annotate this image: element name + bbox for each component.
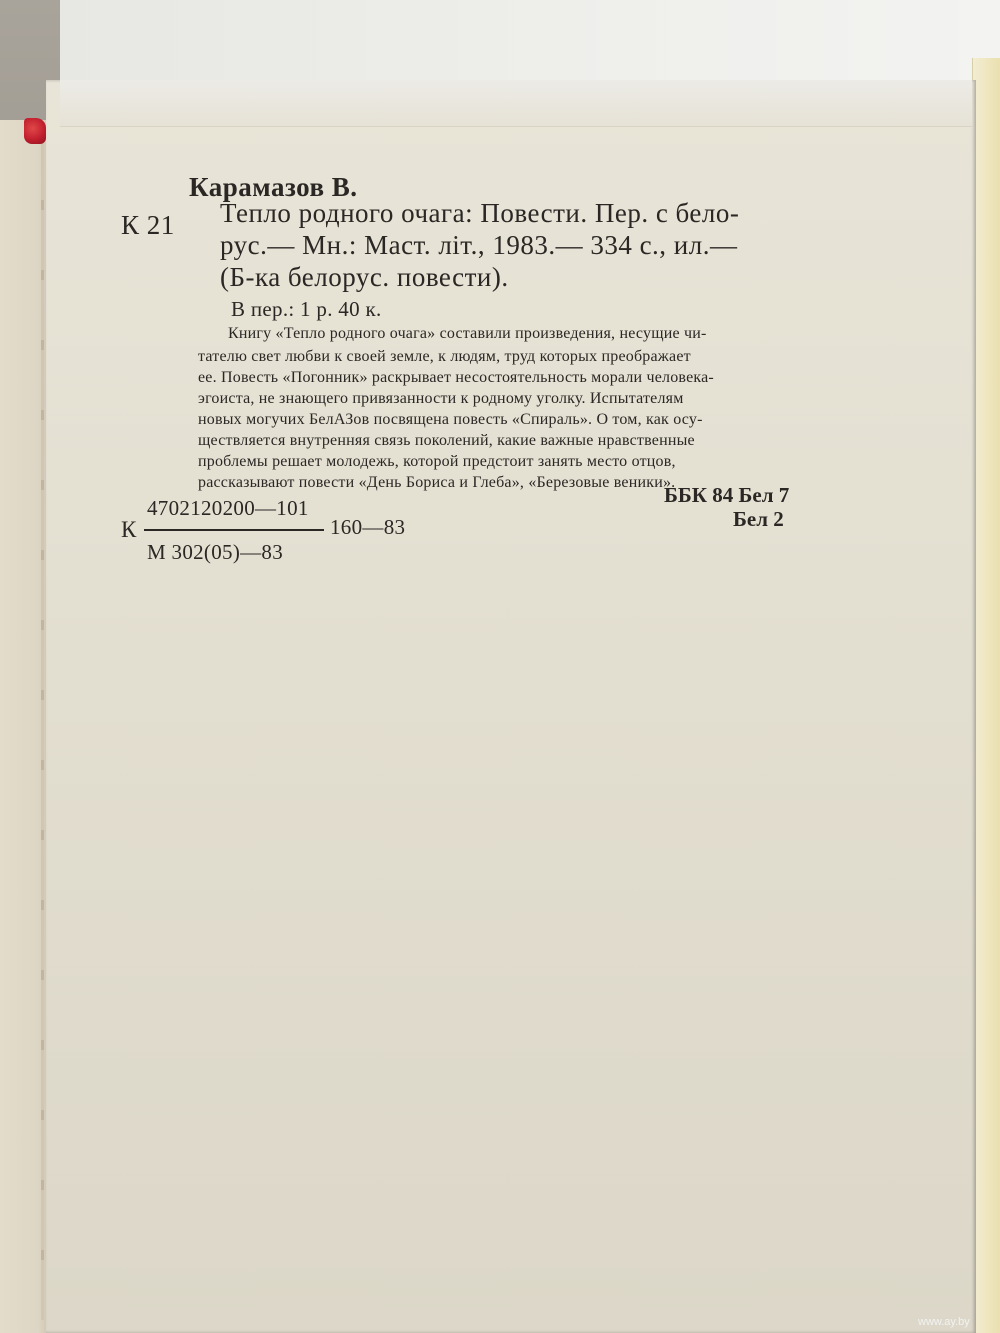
isbn-top: 4702120200—101: [147, 496, 309, 520]
title-line: (Б-ка белорус. повести).: [220, 262, 509, 292]
title-line: рус.— Мн.: Маст. літ., 1983.— 334 с., ил.—: [220, 230, 738, 260]
isbn-fraction-rule: [144, 529, 324, 531]
annotation-line: эгоиста, не знающего привязанности к родному уголку. Испытателям: [198, 390, 684, 407]
book-cover-edge: [972, 58, 1000, 1333]
binding-stitch: [41, 140, 44, 1320]
annotation-line: тателю свет любви к своей земле, к людям, труд которых преображает: [198, 348, 691, 365]
annotation-line: рассказывают повести «День Бориса и Глеба», «Березовые веники».: [198, 474, 676, 491]
annotation-line: проблемы решает молодежь, которой предстоит занять место отцов,: [198, 453, 676, 470]
site-watermark: www.ay.by: [918, 1316, 970, 1328]
author-name: Карамазов В.: [189, 172, 358, 202]
isbn-bottom: М 302(05)—83: [147, 540, 284, 564]
annotation-line: ее. Повесть «Погонник» раскрывает несостоятельность морали человека-: [198, 369, 714, 386]
page-top-strip: [60, 80, 972, 127]
annotation-line: ществляется внутренняя связь поколений, какие важные нравственные: [198, 432, 695, 449]
annotation-line: Книгу «Тепло родного очага» составили произведения, несущие чи-: [228, 325, 707, 342]
bbk-line-2: Бел 2: [733, 507, 784, 531]
isbn-prefix: К: [121, 517, 137, 542]
annotation-line: новых могучих БелАЗов посвящена повесть «Спираль». О том, как осу-: [198, 411, 703, 428]
bookmark-ribbon: [24, 118, 46, 144]
catalog-code: К 21: [121, 210, 175, 240]
price-line: В пер.: 1 р. 40 к.: [231, 297, 382, 321]
bbk-line-1: ББК 84 Бел 7: [664, 483, 790, 507]
left-page-edge: [0, 120, 50, 1333]
isbn-side: 160—83: [330, 515, 406, 539]
title-line: Тепло родного очага: Повести. Пер. с бело-: [220, 198, 740, 228]
book-page: [46, 80, 976, 1333]
